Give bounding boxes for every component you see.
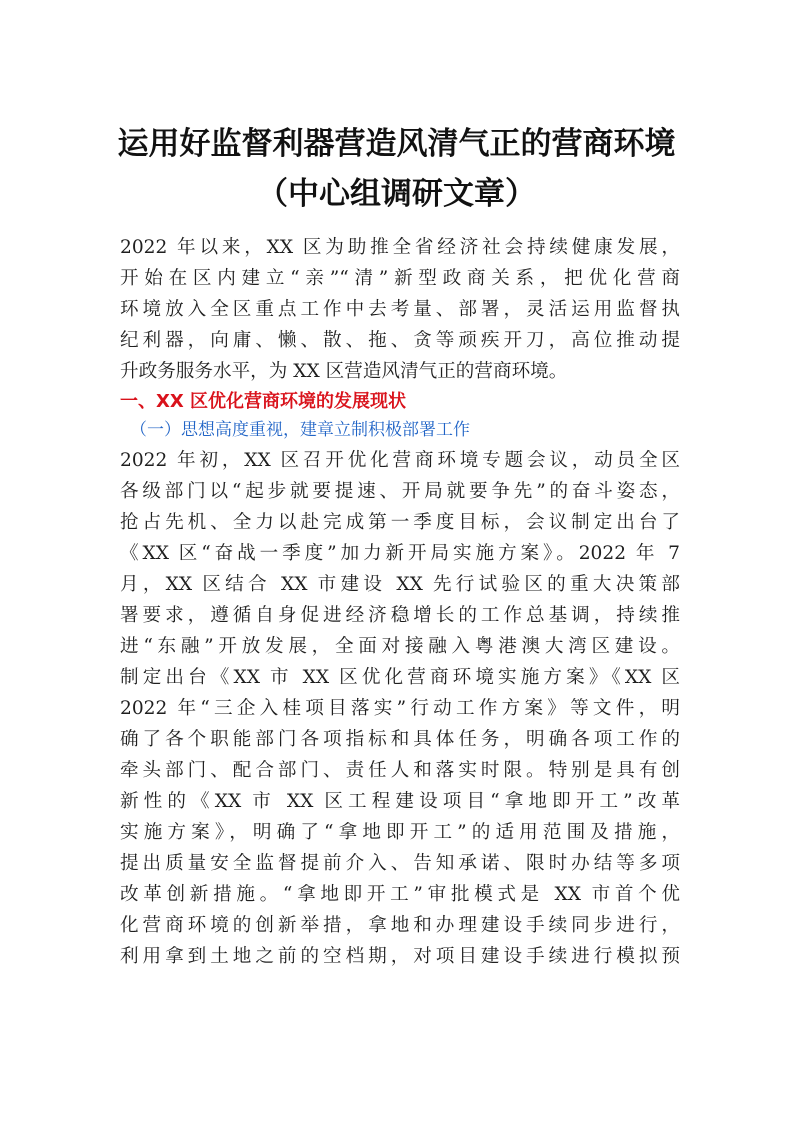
- intro-paragraph: [120, 232, 680, 387]
- paragraph-line: 环境放入全区重点工作中去考量、部署，灵活运用监督执: [120, 299, 680, 320]
- paragraph-line: 《XX 区“奋战一季度”加力新开局实施方案》。2022 年 7: [120, 543, 680, 564]
- paragraph-line: 2022 年初，XX 区召开优化营商环境专题会议，动员全区: [120, 450, 680, 471]
- paragraph-line: 各级部门以“起步就要提速、开局就要争先”的奋斗姿态，: [120, 481, 680, 502]
- paragraph-line: 利用拿到土地之前的空档期，对项目建设手续进行模拟预: [120, 946, 680, 967]
- paragraph-line: 2022 年以来，XX 区为助推全省经济社会持续健康发展，: [120, 237, 680, 258]
- paragraph-line: 纪利器，向庸、懒、散、拖、贪等顽疾开刀，高位推动提: [120, 330, 680, 351]
- document-body: [120, 232, 680, 972]
- paragraph-line: 牵头部门、配合部门、责任人和落实时限。特别是具有创: [120, 760, 680, 781]
- body-paragraph: [120, 445, 680, 972]
- subsection-heading: （一）思想高度重视，建章立制积极部署工作: [130, 420, 470, 440]
- paragraph-line: 制定出台《XX 市 XX 区优化营商环境实施方案》《XX 区: [120, 667, 680, 688]
- paragraph-line: 新性的《XX 市 XX 区工程建设项目“拿地即开工”改革: [120, 791, 680, 812]
- paragraph-line: 月，XX 区结合 XX 市建设 XX 先行试验区的重大决策部: [120, 574, 680, 595]
- paragraph-line: 化营商环境的创新举措，拿地和办理建设手续同步进行，: [120, 915, 680, 936]
- paragraph-line: 进“东融”开放发展，全面对接融入粤港澳大湾区建设。: [120, 636, 680, 657]
- paragraph-line: 确了各个职能部门各项指标和具体任务，明确各项工作的: [120, 729, 680, 750]
- paragraph-line: 改革创新措施。“拿地即开工”审批模式是 XX 市首个优: [120, 884, 680, 905]
- paragraph-line: 实施方案》，明确了“拿地即开工”的适用范围及措施，: [120, 822, 680, 843]
- paragraph-line: 提出质量安全监督提前介入、告知承诺、限时办结等多项: [120, 853, 680, 874]
- paragraph-line: 抢占先机、全力以赴完成第一季度目标，会议制定出台了: [120, 512, 680, 533]
- document-subtitle: （中心组调研文章）: [257, 176, 536, 212]
- paragraph-line: 2022 年“三企入桂项目落实”行动工作方案》等文件，明: [120, 698, 680, 719]
- paragraph-line: 升政务服务水平，为 XX 区营造风清气正的营商环境。: [120, 361, 568, 382]
- paragraph-line: 开始在区内建立“亲”“清”新型政商关系，把优化营商: [120, 268, 680, 289]
- paragraph-line: 署要求，遵循自身促进经济稳增长的工作总基调，持续推: [120, 605, 680, 626]
- section-heading: 一、XX 区优化营商环境的发展现状: [120, 391, 407, 412]
- document-title: 运用好监督利器营造风清气正的营商环境: [117, 126, 676, 162]
